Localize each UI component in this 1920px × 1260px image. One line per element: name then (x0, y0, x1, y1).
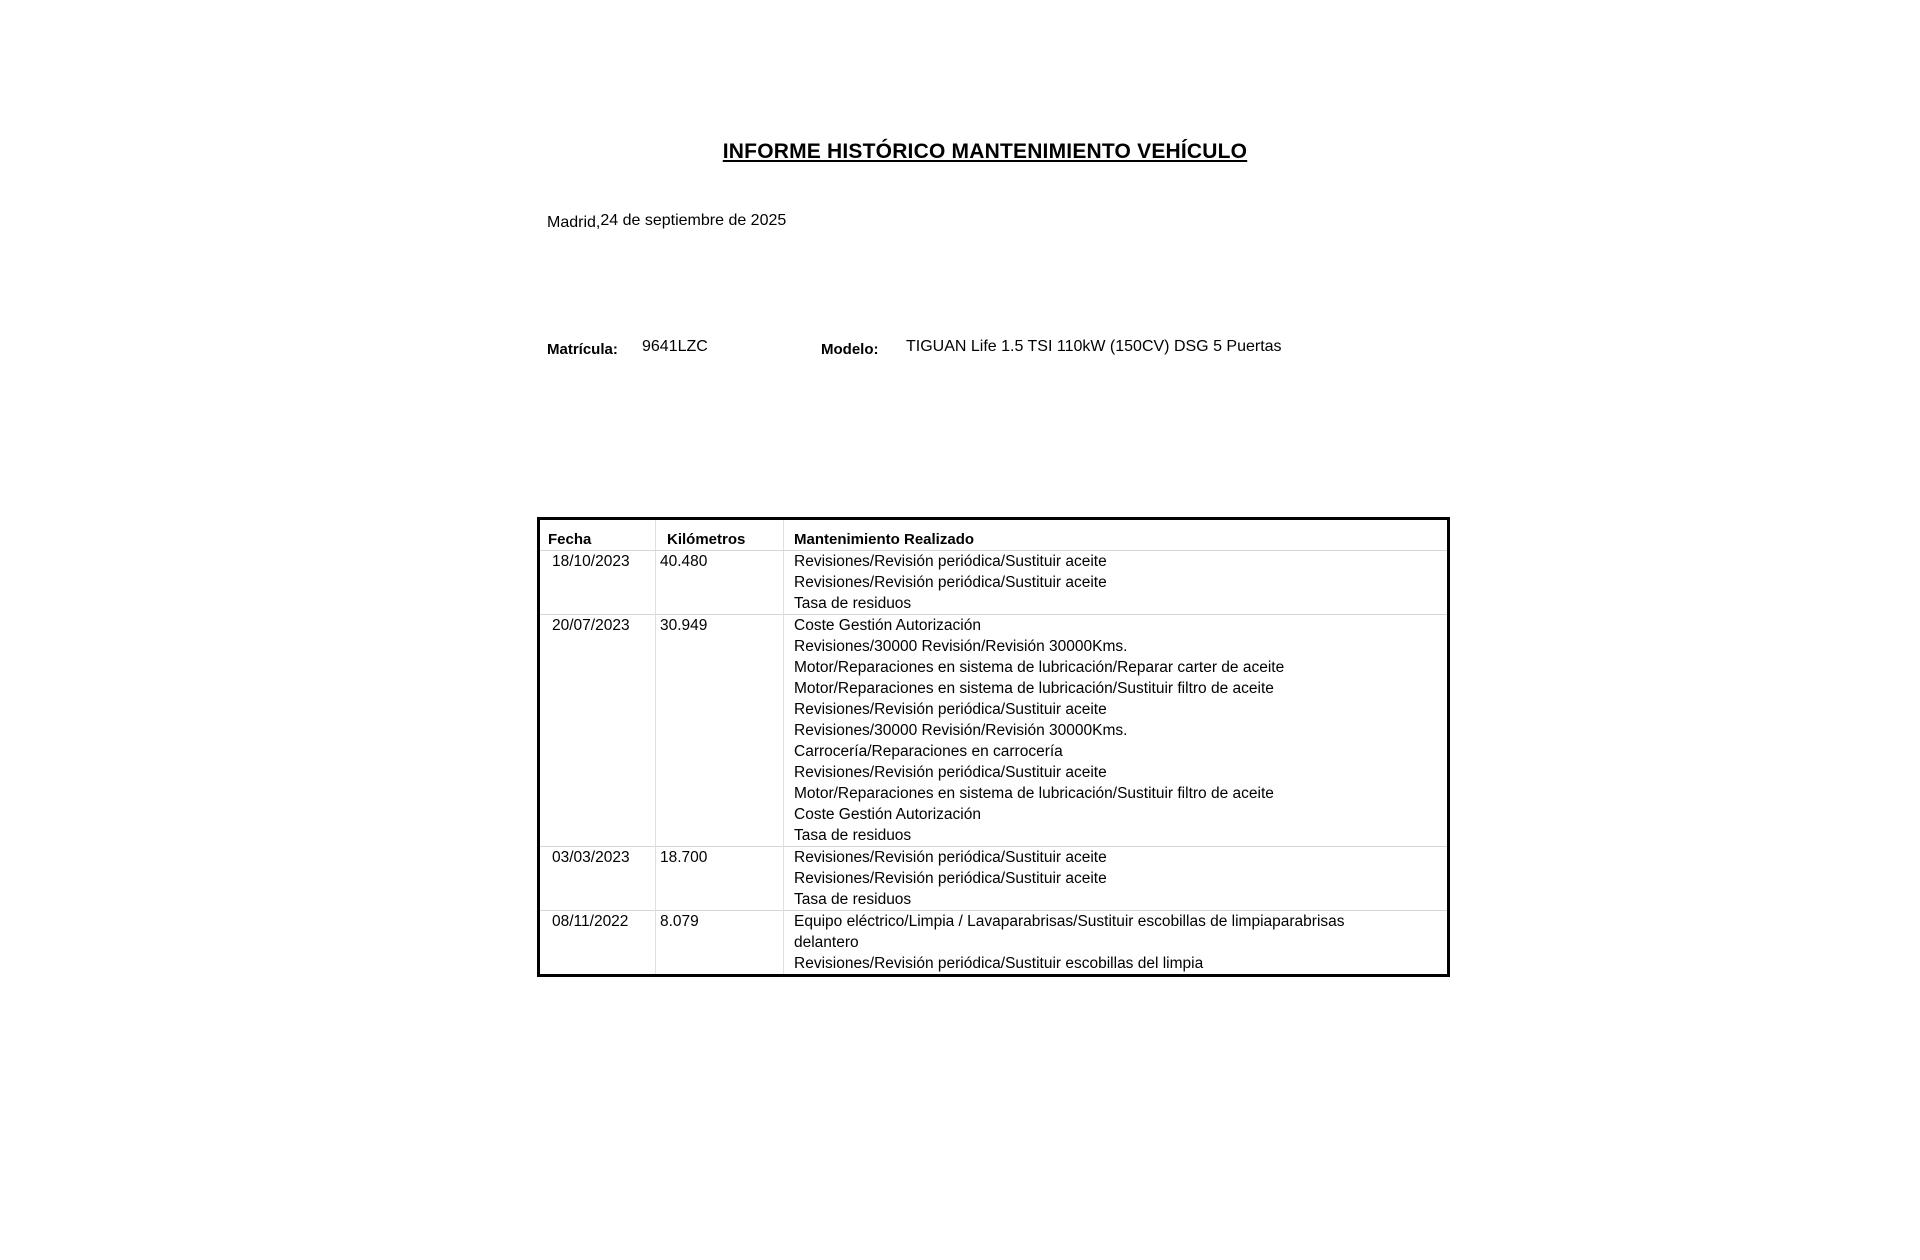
table-row (539, 847, 1449, 911)
maintenance-item: Motor/Reparaciones en sistema de lubricación/Reparar carter de aceite (794, 659, 1285, 676)
maintenance-item: delantero (794, 934, 859, 951)
header-kilometros: Kilómetros (656, 519, 784, 551)
report-title: INFORME HISTÓRICO MANTENIMIENTO VEHÍCULO (722, 140, 1248, 163)
plate-label: Matrícula: (547, 341, 618, 358)
cell-maintenance (784, 615, 1449, 847)
maintenance-item: Revisiones/Revisión periódica/Sustituir aceite (794, 764, 1107, 781)
table-header-row (539, 519, 1449, 551)
maintenance-item: Motor/Reparaciones en sistema de lubricación/Sustituir filtro de aceite (794, 785, 1274, 802)
table-row (539, 911, 1449, 976)
maintenance-item: Motor/Reparaciones en sistema de lubricación/Sustituir filtro de aceite (794, 680, 1274, 697)
maintenance-item: Carrocería/Reparaciones en carrocería (794, 743, 1063, 760)
plate-value: 9641LZC (642, 338, 708, 355)
table-row (539, 615, 1449, 847)
maintenance-item: Coste Gestión Autorización (794, 806, 981, 823)
cell-km: 40.480 (656, 551, 784, 615)
cell-date: 03/03/2023 (539, 847, 656, 911)
cell-km: 18.700 (656, 847, 784, 911)
maintenance-item: Tasa de residuos (794, 891, 912, 908)
cell-maintenance (784, 911, 1449, 976)
maintenance-item: Revisiones/30000 Revisión/Revisión 30000Kms. (794, 638, 1128, 655)
maintenance-item: Revisiones/Revisión periódica/Sustituir aceite (794, 553, 1107, 570)
cell-date: 20/07/2023 (539, 615, 656, 847)
maintenance-item: Revisiones/Revisión periódica/Sustituir aceite (794, 849, 1107, 866)
model-value: TIGUAN Life 1.5 TSI 110kW (150CV) DSG 5 Puertas (906, 338, 1282, 355)
report-date: 24 de septiembre de 2025 (600, 212, 787, 229)
cell-maintenance (784, 847, 1449, 911)
maintenance-item: Coste Gestión Autorización (794, 617, 981, 634)
cell-date: 18/10/2023 (539, 551, 656, 615)
maintenance-item: Equipo eléctrico/Limpia / Lavaparabrisas/Sustituir escobillas de limpiaparabrisas (794, 913, 1345, 930)
report-date-line (547, 212, 786, 230)
maintenance-item: Revisiones/Revisión periódica/Sustituir aceite (794, 870, 1107, 887)
cell-date: 08/11/2022 (539, 911, 656, 976)
maintenance-item: Revisiones/30000 Revisión/Revisión 30000Kms. (794, 722, 1128, 739)
maintenance-item: Tasa de residuos (794, 595, 912, 612)
maintenance-item: Tasa de residuos (794, 827, 912, 844)
maintenance-item: Revisiones/Revisión periódica/Sustituir aceite (794, 574, 1107, 591)
header-mantenimiento: Mantenimiento Realizado (784, 519, 1449, 551)
cell-maintenance (784, 551, 1449, 615)
header-fecha: Fecha (539, 519, 656, 551)
cell-km: 8.079 (656, 911, 784, 976)
table-row (539, 551, 1449, 615)
maintenance-item: Revisiones/Revisión periódica/Sustituir escobillas del limpia (794, 955, 1204, 972)
model-label: Modelo: (821, 341, 879, 358)
maintenance-item: Revisiones/Revisión periódica/Sustituir aceite (794, 701, 1107, 718)
report-city: Madrid, (547, 214, 601, 231)
cell-km: 30.949 (656, 615, 784, 847)
table-body (539, 551, 1449, 976)
maintenance-history-table (537, 517, 1450, 977)
